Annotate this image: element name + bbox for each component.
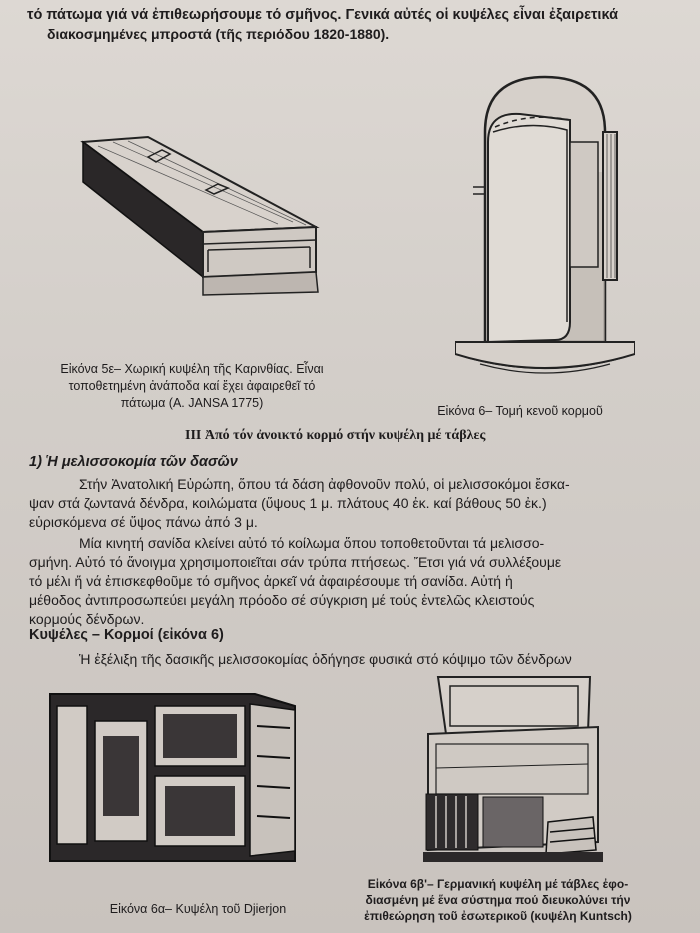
figure-6b-caption-line-3: ἐπιθεώρηση τοῦ ἐσωτερικοῦ (κυψέλη Kuntsch) [364, 909, 632, 923]
figure-5e-caption-line-1: Εἰκόνα 5ε– Χωρική κυψέλη τῆς Καρινθίας. Εἶναι [60, 362, 324, 376]
figure-5e-caption-line-3: πάτωμα (A. JANSA 1775) [120, 396, 264, 410]
paragraph-1-line-3: εὑρισκόμενα σέ ὕψος πάνω ἀπό 3 μ. [29, 514, 258, 530]
paragraph-1-line-1: Στήν Ἀνατολική Εὐρώπη, ὅπου τά δάση ἀφθονοῦν πολύ, οἱ μελισσοκόμοι ἔσκα- [79, 476, 570, 492]
subsection-1-heading: 1) Ἡ μελισσοκομία τῶν δασῶν [29, 454, 238, 470]
paragraph-1-line-2: ψαν στά ζωντανά δένδρα, κοιλώματα (ὕψους 1 μ. πλάτους 40 ἐκ. καί βάθους 50 ἐκ.) [29, 495, 547, 511]
figure-6a-caption: Εἰκόνα 6α– Κυψέλη τοῦ Djierjon [109, 902, 287, 916]
figure-5e-caption-line-2: τοποθετημένη ἀνάποδα καί ἔχει ἀφαιρεθεῖ τό [68, 379, 316, 393]
paragraph-2-line-4: μέθοδος ἀντιπροσωπεύει μεγάλη πρόοδο σέ σύγκριση μέ τούς ἐντελῶς κλειστούς [29, 592, 535, 608]
figure-6a-illustration [45, 686, 310, 864]
section-heading: ΙΙΙ Ἀπό τόν ἀνοικτό κορμό στήν κυψέλη μέ τάβλες [185, 428, 486, 443]
figure-6-illustration [455, 72, 635, 392]
figure-6b-caption-line-1: Εἰκόνα 6β'– Γερμανική κυψέλη μέ τάβλες ἐφο- [367, 877, 629, 891]
subsection-2-heading: Κυψέλες – Κορμοί (εἰκόνα 6) [29, 627, 224, 643]
paragraph-2-line-3: τό μέλι ἤ νά ἐπισκεφθοῦμε τό σμῆνος ἀρκεῖ νά ἀφαιρέσουμε τή σανίδα. Αὐτή ἡ [29, 573, 513, 589]
paragraph-2-line-5: κορμούς δένδρων. [29, 611, 145, 627]
paragraph-2-line-1: Μία κινητή σανίδα κλείνει αὐτό τό κοίλωμα ὅπου τοποθετοῦνται τά μελισσο- [79, 535, 545, 551]
figure-6b-illustration [418, 672, 618, 868]
figure-5e-illustration [78, 132, 323, 297]
subsection-2-paragraph-line-1: Ἡ ἐξέλιξη τῆς δασικῆς μελισσοκομίας ὁδήγησε φυσικά στό κόψιμο τῶν δένδρων [79, 651, 572, 667]
paragraph-2-line-2: σμήνη. Αὐτό τό ἄνοιγμα χρησιμοποιεῖται σάν τρύπα πτήσεως. Ἔτσι γιά νά συλλέξουμε [29, 554, 562, 570]
top-paragraph-line-2: διακοσμημένες μπροστά (τῆς περιόδου 1820-1880). [47, 26, 390, 42]
figure-6-caption: Εἰκόνα 6– Τομή κενοῦ κορμοῦ [437, 404, 603, 418]
top-paragraph-line-1: τό πάτωμα γιά νά ἐπιθεωρήσουμε τό σμῆνος. Γενικά αὐτές οἱ κυψέλες εἶναι ἐξαιρετικά [27, 7, 618, 23]
figure-6b-caption-line-2: διασμένη μέ ἕνα σύστημα πού διευκολύνει τήν [365, 893, 631, 907]
